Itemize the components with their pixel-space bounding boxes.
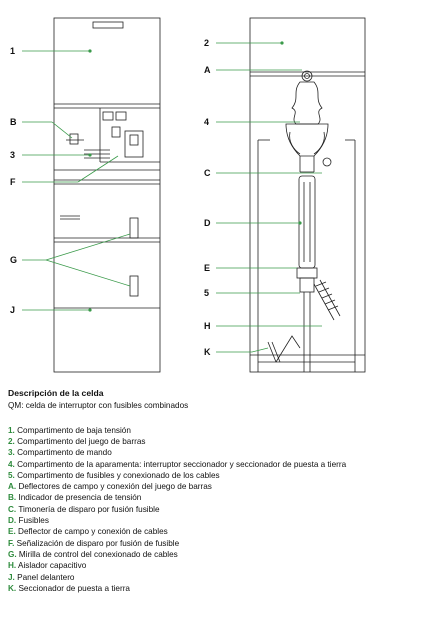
legend-list — [8, 425, 418, 594]
legend-key: F. — [8, 538, 15, 548]
callout-3: 3 — [10, 150, 16, 160]
callout-d: D — [204, 218, 211, 228]
legend-key: 2. — [8, 436, 15, 446]
legend-key: K. — [8, 583, 17, 593]
front-cabinet-outline — [54, 18, 160, 372]
callout-a: A — [204, 65, 211, 75]
legend-text: Compartimento de baja tensión — [14, 425, 131, 435]
callout-4: 4 — [204, 117, 210, 127]
callout-h: H — [204, 321, 211, 331]
legend-key: C. — [8, 504, 17, 514]
legend-text: Aislador capacitivo — [16, 561, 87, 571]
callout-e: E — [204, 263, 211, 273]
legend-item — [8, 549, 418, 560]
legend-key: 4. — [8, 459, 15, 469]
callout-5: 5 — [204, 288, 210, 298]
legend-key: 3. — [8, 448, 15, 458]
callout-c: C — [204, 168, 211, 178]
legend-text: Compartimento de la aparamenta: interruptor seccionador y seccionador de puesta a tierra — [14, 459, 347, 469]
legend-text: Fusibles — [16, 516, 49, 526]
legend-item — [8, 459, 418, 470]
legend-item — [8, 425, 418, 436]
legend-item — [8, 538, 418, 549]
legend-key: E. — [8, 527, 16, 537]
legend-item — [8, 526, 418, 537]
legend-key: 1. — [8, 425, 15, 435]
legend-text: Deflector de campo y conexión de cables — [15, 527, 168, 537]
legend-item — [8, 504, 418, 515]
legend-item — [8, 481, 418, 492]
legend-item — [8, 560, 418, 571]
legend-item — [8, 583, 418, 594]
legend-item — [8, 436, 418, 447]
front-top-label-slot — [93, 22, 123, 28]
callout-j: J — [10, 305, 16, 315]
legend-item — [8, 447, 418, 458]
description-title: Descripción de la celda — [8, 388, 104, 398]
legend-text: Mirilla de control del conexionado de cables — [16, 549, 178, 559]
legend-item — [8, 470, 418, 481]
legend-key: 5. — [8, 470, 15, 480]
legend-text: Timonería de disparo por fusión fusible — [16, 504, 160, 514]
description-subtitle: QM: celda de interruptor con fusibles combinados — [8, 400, 189, 410]
legend-text: Seccionador de puesta a tierra — [16, 583, 130, 593]
legend-text: Compartimento del juego de barras — [14, 436, 146, 446]
legend-item — [8, 572, 418, 583]
legend-text: Indicador de presencia de tensión — [16, 493, 142, 503]
callout-k: K — [204, 347, 211, 357]
callout-b: B — [10, 117, 17, 127]
callout-g: G — [10, 255, 18, 265]
legend-key: D. — [8, 516, 17, 526]
legend-key: A. — [8, 482, 17, 492]
fuse-body — [299, 176, 315, 268]
legend-item — [8, 492, 418, 503]
inspection-window-lower — [130, 276, 138, 296]
callout-1: 1 — [10, 46, 16, 56]
legend-key: J. — [8, 572, 15, 582]
legend-text: Compartimento de mando — [14, 448, 112, 458]
legend-key: H. — [8, 561, 17, 571]
inspection-window-upper — [130, 218, 138, 238]
legend-key: B. — [8, 493, 17, 503]
callout-f: F — [10, 177, 16, 187]
legend-key: G. — [8, 549, 17, 559]
legend-text: Panel delantero — [14, 572, 75, 582]
legend-text: Compartimento de fusibles y conexionado de los cables — [14, 470, 220, 480]
callout-2: 2 — [204, 38, 210, 48]
legend-text: Deflectores de campo y conexión del juego de barras — [16, 482, 212, 492]
legend-text: Señalización de disparo por fusión de fusible — [14, 538, 180, 548]
legend-item — [8, 515, 418, 526]
cell-description — [8, 388, 418, 594]
